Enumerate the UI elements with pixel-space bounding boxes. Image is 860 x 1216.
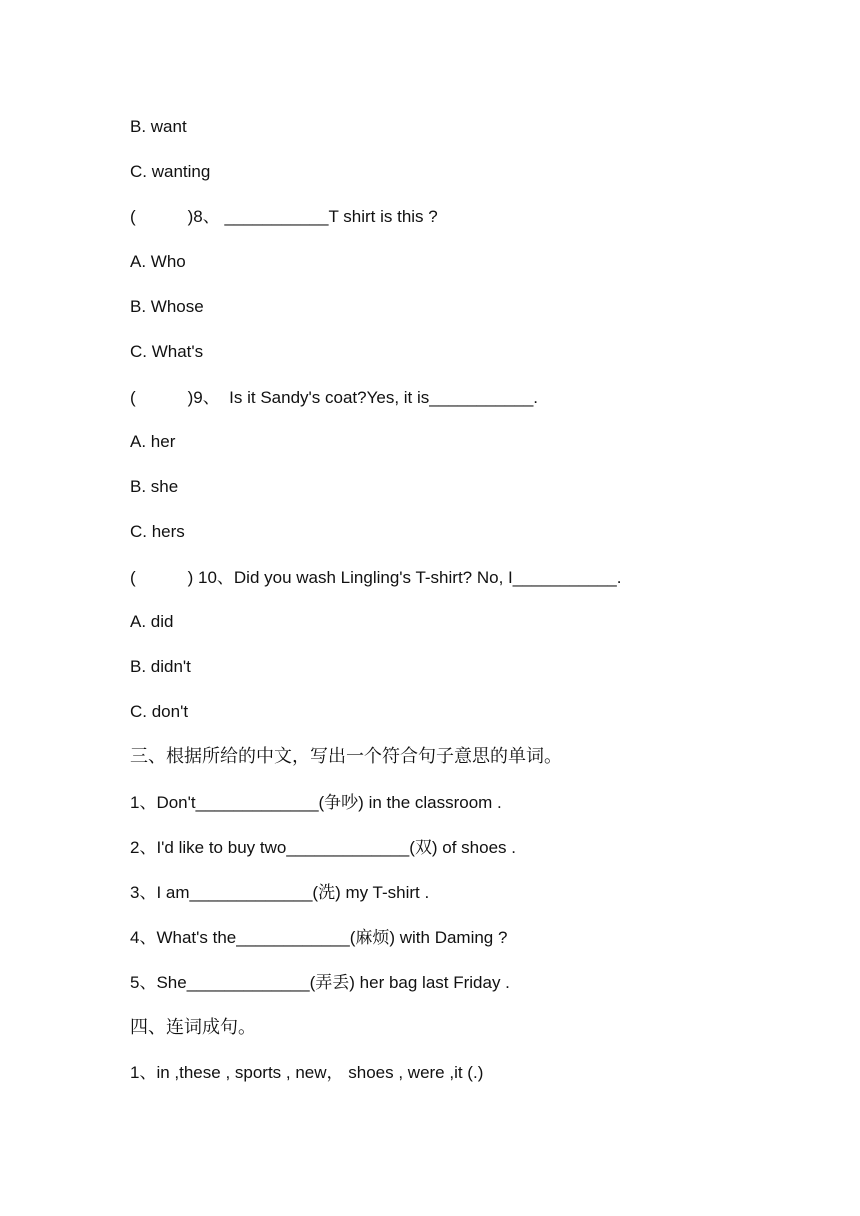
q9-option-b: B. she bbox=[130, 477, 179, 496]
question-8: ( )8、 ___________T shirt is this ? bbox=[130, 207, 438, 226]
section-3-item-4: 4、What's the____________(麻烦) with Daming ? bbox=[130, 928, 508, 947]
question-9: ( )9、 Is it Sandy's coat?Yes, it is___________. bbox=[130, 388, 539, 407]
q7-option-c: C. wanting bbox=[130, 162, 211, 181]
section-3-item-3: 3、I am_____________(洗) my T-shirt . bbox=[130, 883, 430, 902]
question-10: ( ) 10、Did you wash Lingling's T-shirt? No, I___________. bbox=[130, 568, 622, 587]
q10-option-b: B. didn't bbox=[130, 657, 191, 676]
q8-option-c: C. What's bbox=[130, 342, 204, 361]
q8-option-a: A. Who bbox=[130, 252, 186, 271]
section-4-heading: 四、连词成句。 bbox=[130, 1017, 256, 1038]
q9-option-c: C. hers bbox=[130, 522, 185, 541]
section-3-heading: 三、根据所给的中文，写出一个符合句子意思的单词。 bbox=[130, 746, 562, 767]
section-3-item-2: 2、I'd like to buy two_____________(双) of shoes . bbox=[130, 838, 516, 857]
section-3-item-1: 1、Don't_____________(争吵) in the classroom . bbox=[130, 793, 502, 812]
q10-option-c: C. don't bbox=[130, 702, 189, 721]
section-3-item-5: 5、She_____________(弄丢) her bag last Friday . bbox=[130, 973, 510, 992]
q7-option-b: B. want bbox=[130, 117, 187, 136]
q9-option-a: A. her bbox=[130, 432, 176, 451]
section-4-item-1: 1、in ,these , sports , new， shoes , were ,it (.) bbox=[130, 1063, 484, 1082]
q8-option-b: B. Whose bbox=[130, 297, 204, 316]
q10-option-a: A. did bbox=[130, 612, 174, 631]
